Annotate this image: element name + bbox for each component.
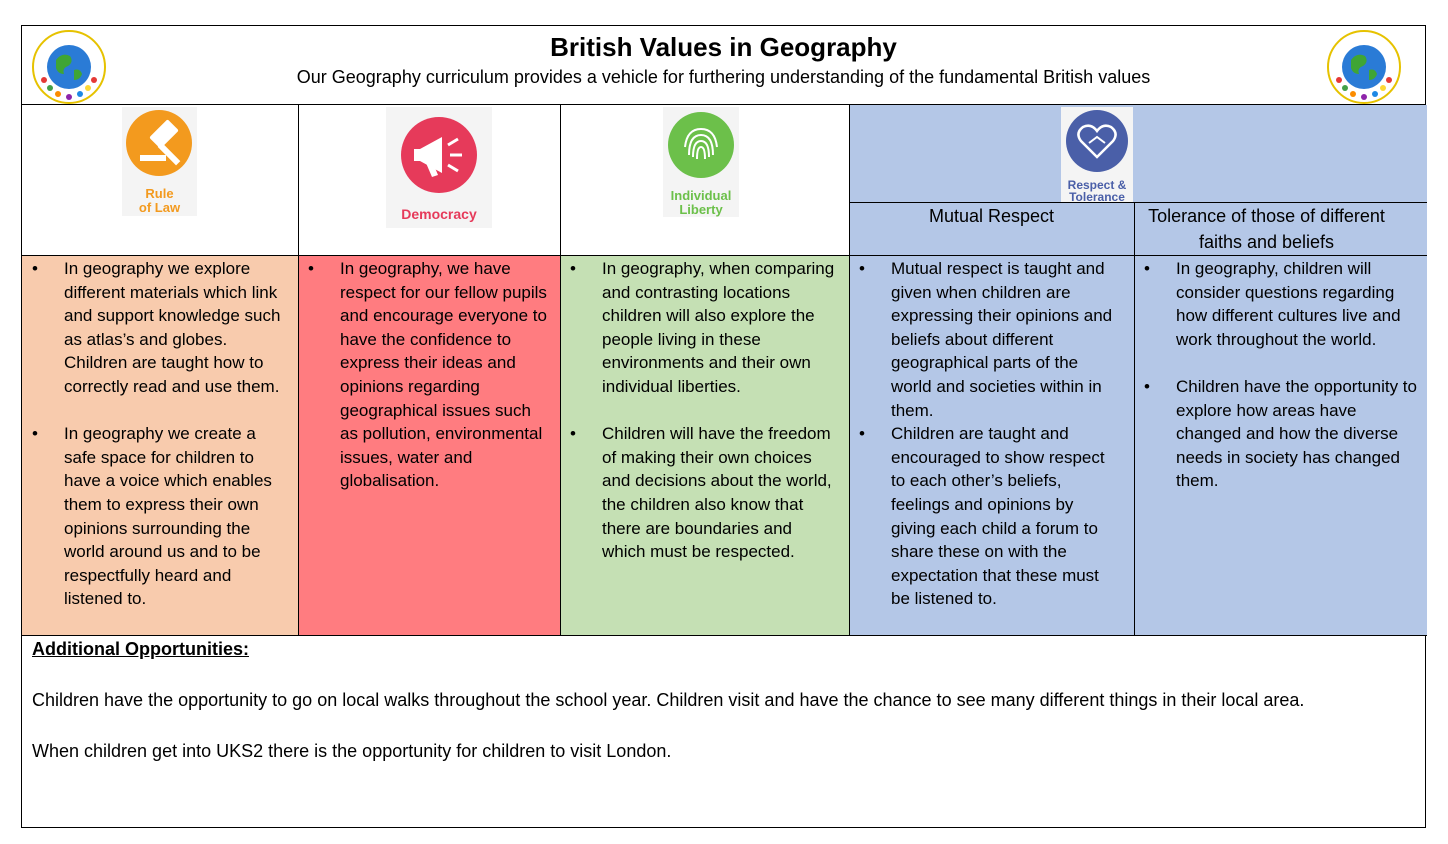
school-logo-right — [1327, 30, 1401, 104]
school-logo-left — [32, 30, 106, 104]
megaphone-icon — [386, 107, 492, 202]
page-subtitle: Our Geography curriculum provides a vehicle for furthering understanding of the fundamental British values — [296, 67, 1151, 87]
democracy-label: Democracy — [401, 206, 477, 222]
rule-of-law-tile — [122, 107, 197, 216]
list-item: • In geography we create a safe space for children to have a voice which enables them to express their own opinions surrounding the world around us and to be respectfully heard and listened to. — [22, 422, 290, 611]
individual-liberty-text — [560, 256, 849, 636]
list-spacer — [560, 399, 839, 423]
tolerance-heading-2: faiths and beliefs — [1198, 232, 1335, 252]
list-item: • Children will have the freedom of making their own choices and decisions about the world, the children also know that there are boundaries and which must be respected. — [560, 422, 839, 564]
mutual-respect-text — [849, 256, 1134, 636]
additional-paragraph-1: Children have the opportunity to go on local walks throughout the school year. Children visit and have the chance to see many different things in their local area. — [32, 690, 1305, 710]
list-item: • In geography, we have respect for our fellow pupils and encourage everyone to have the confidence to express their ideas and opinions regarding geographical issues such as pollution, environmental issues, water and globalisation. — [298, 257, 552, 493]
tolerance-heading-1: Tolerance of those of different — [1148, 206, 1385, 226]
democracy-tile — [386, 107, 492, 228]
document-frame — [21, 25, 1426, 828]
list-item: • Children have the opportunity to explore how areas have changed and how the diverse needs in society has changed them. — [1134, 375, 1419, 493]
mutual-respect-heading: Mutual Respect — [928, 206, 1055, 226]
list-item: • Children are taught and encouraged to show respect to each other’s beliefs, feelings and opinions by giving each child a forum to share these on with the expectation that these must be listened to. — [849, 422, 1120, 611]
additional-opportunities — [22, 636, 1425, 829]
list-spacer — [1134, 351, 1419, 375]
respect-tolerance-label-2: Tolerance — [1069, 190, 1125, 204]
gavel-icon — [122, 107, 197, 182]
list-item: • In geography we explore different materials which link and support knowledge such as atlas’s and globes. Children are taught how to correctly read and use them. — [22, 257, 290, 399]
tolerance-text — [1134, 256, 1427, 636]
respect-tolerance-label-1: Respect & — [1067, 178, 1127, 192]
individual-liberty-label-2: Liberty — [679, 202, 723, 217]
page-header — [22, 26, 1425, 105]
individual-liberty-tile — [663, 107, 739, 217]
rule-of-law-label-1: Rule — [145, 186, 174, 201]
fingerprint-icon — [663, 107, 739, 183]
democracy-text — [298, 256, 560, 636]
rule-of-law-text — [22, 256, 298, 636]
list-item: • In geography, when comparing and contrasting locations children will also explore the people living in these environments and their own individual liberties. — [560, 257, 839, 399]
handshake-heart-icon — [1061, 107, 1133, 175]
page-title: British Values in Geography — [550, 32, 897, 62]
respect-tolerance-tile — [1061, 107, 1133, 202]
list-item: • Mutual respect is taught and given when children are expressing their opinions and beliefs about different geographical parts of the world and societies within in them. — [849, 257, 1120, 422]
list-spacer — [22, 399, 290, 423]
additional-heading: Additional Opportunities: — [32, 639, 249, 659]
list-item: • In geography, children will consider questions regarding how different cultures live and work throughout the world. — [1134, 257, 1419, 351]
rule-of-law-label-2: of Law — [138, 200, 181, 215]
additional-paragraph-2: When children get into UKS2 there is the opportunity for children to visit London. — [32, 741, 672, 761]
individual-liberty-label-1: Individual — [670, 188, 732, 203]
